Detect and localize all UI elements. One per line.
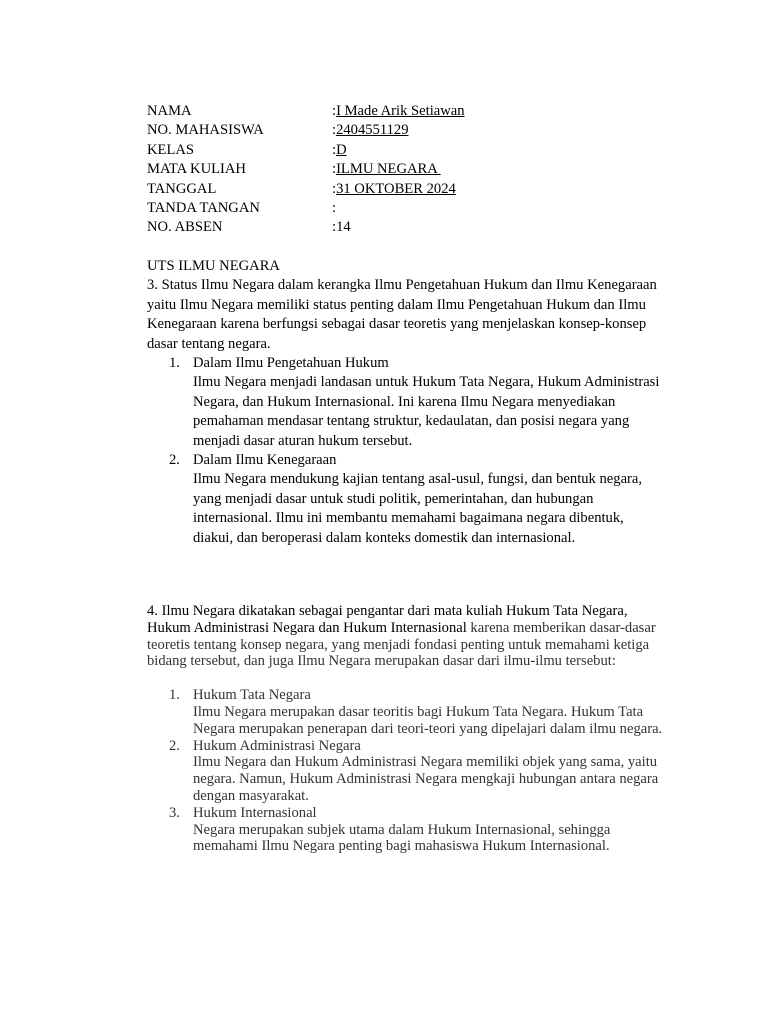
info-value-name: I Made Arik Setiawan bbox=[336, 103, 465, 119]
list-item-body: Ilmu Negara mendukung kajian tentang asal-usul, fungsi, dan bentuk negara, yang menjadi dasar untuk studi politik, pemerintahan, dan hubungan internasional. Ilmu ini membantu memahami bagaimana negara dibentuk, diakui, dan beroperasi dalam konteks domestik dan internasional. bbox=[193, 471, 643, 546]
info-label: NO. ABSEN bbox=[147, 219, 223, 236]
info-separator: : bbox=[332, 141, 337, 158]
info-separator: : bbox=[332, 219, 337, 236]
question-4-intro-main: 4. Ilmu Negara dikatakan sebagai pengantar dari mata kuliah Hukum Tata Negara, Hukum Administrasi Negara dan Hukum Internasional bbox=[147, 603, 628, 636]
info-value-attendance-number: 14 bbox=[336, 219, 351, 236]
info-value-student-number: 2404551129 bbox=[336, 122, 409, 139]
list-item bbox=[147, 354, 667, 451]
list-number: 2. bbox=[169, 737, 180, 754]
list-item bbox=[147, 451, 667, 548]
list-item-body: Ilmu Negara merupakan dasar teoritis bagi Hukum Tata Negara. Hukum Tata Negara merupakan penerapan dari teori-teori yang dipelajari dalam ilmu negara. bbox=[193, 703, 663, 737]
list-number: 1. bbox=[169, 355, 180, 372]
question-3-section bbox=[147, 257, 667, 548]
info-row-course bbox=[147, 160, 465, 179]
info-label: NO. MAHASISWA bbox=[147, 122, 264, 139]
info-row-name bbox=[147, 102, 465, 121]
info-row-student-number bbox=[147, 121, 465, 140]
question-4-intro-continued: karena memberikan dasar-dasar teoretis tentang konsep negara, yang menjadi fondasi penting untuk memahami ketiga bidang tersebut, dan juga Ilmu Negara merupakan dasar dari ilmu-ilmu tersebut: bbox=[147, 619, 656, 670]
list-number: 1. bbox=[169, 687, 180, 704]
info-row-class bbox=[147, 141, 465, 160]
info-label: TANDA TANGAN bbox=[147, 200, 260, 217]
question-3-list bbox=[147, 354, 667, 548]
list-item bbox=[147, 805, 667, 855]
info-separator: : bbox=[332, 200, 337, 217]
info-row-attendance-number bbox=[147, 218, 465, 237]
list-item-body: Negara merupakan subjek utama dalam Hukum Internasional, sehingga memahami Ilmu Negara penting bagi mahasiswa Hukum Internasional. bbox=[193, 821, 611, 855]
info-row-signature bbox=[147, 199, 465, 218]
info-row-date bbox=[147, 180, 465, 199]
list-item-title: Hukum Tata Negara bbox=[193, 687, 311, 704]
question-4-section bbox=[147, 603, 667, 855]
info-value-class: D bbox=[336, 141, 347, 158]
list-item-body: Ilmu Negara menjadi landasan untuk Hukum Tata Negara, Hukum Administrasi Negara, dan Hukum Internasional. Ini karena Ilmu Negara menyediakan pemahaman mendasar tentang struktur, kedaulatan, dan posisi negara yang menjadi dasar aturan hukum tersebut. bbox=[193, 374, 660, 449]
info-label: MATA KULIAH bbox=[147, 161, 246, 178]
info-label: KELAS bbox=[147, 141, 195, 158]
list-item bbox=[147, 687, 667, 737]
info-label: NAMA bbox=[147, 103, 192, 119]
list-number: 2. bbox=[169, 452, 180, 469]
question-4-list bbox=[147, 687, 667, 855]
exam-heading: UTS ILMU NEGARA bbox=[147, 258, 280, 274]
list-item-title: Hukum Internasional bbox=[193, 804, 317, 821]
list-item-body: Ilmu Negara dan Hukum Administrasi Negara memiliki objek yang sama, yaitu negara. Namun, Hukum Administrasi Negara mengkaji hubungan antara negara dengan masyarakat. bbox=[193, 754, 659, 804]
question-4-intro bbox=[147, 603, 667, 670]
list-number: 3. bbox=[169, 804, 180, 821]
info-value-course: ILMU NEGARA bbox=[336, 161, 441, 178]
info-label: TANGGAL bbox=[147, 180, 217, 197]
info-separator: : bbox=[332, 161, 337, 178]
student-info-table bbox=[147, 102, 465, 238]
list-item-title: Dalam Ilmu Kenegaraan bbox=[193, 452, 337, 469]
list-item bbox=[147, 738, 667, 805]
list-item-title: Hukum Administrasi Negara bbox=[193, 737, 361, 754]
info-separator: : bbox=[332, 122, 337, 139]
list-item-title: Dalam Ilmu Pengetahuan Hukum bbox=[193, 355, 389, 372]
question-3-intro: 3. Status Ilmu Negara dalam kerangka Ilmu Pengetahuan Hukum dan Ilmu Kenegaraan yaitu Ilmu Negara memiliki status penting dalam Ilmu Pengetahuan Hukum dan Ilmu Kenegaraan karena berfungsi sebagai dasar teoretis yang menjelaskan konsep-konsep dasar tentang negara. bbox=[147, 277, 657, 352]
info-value-date: 31 OKTOBER 2024 bbox=[336, 180, 456, 197]
info-separator: : bbox=[332, 180, 337, 197]
info-separator: : bbox=[332, 103, 337, 119]
